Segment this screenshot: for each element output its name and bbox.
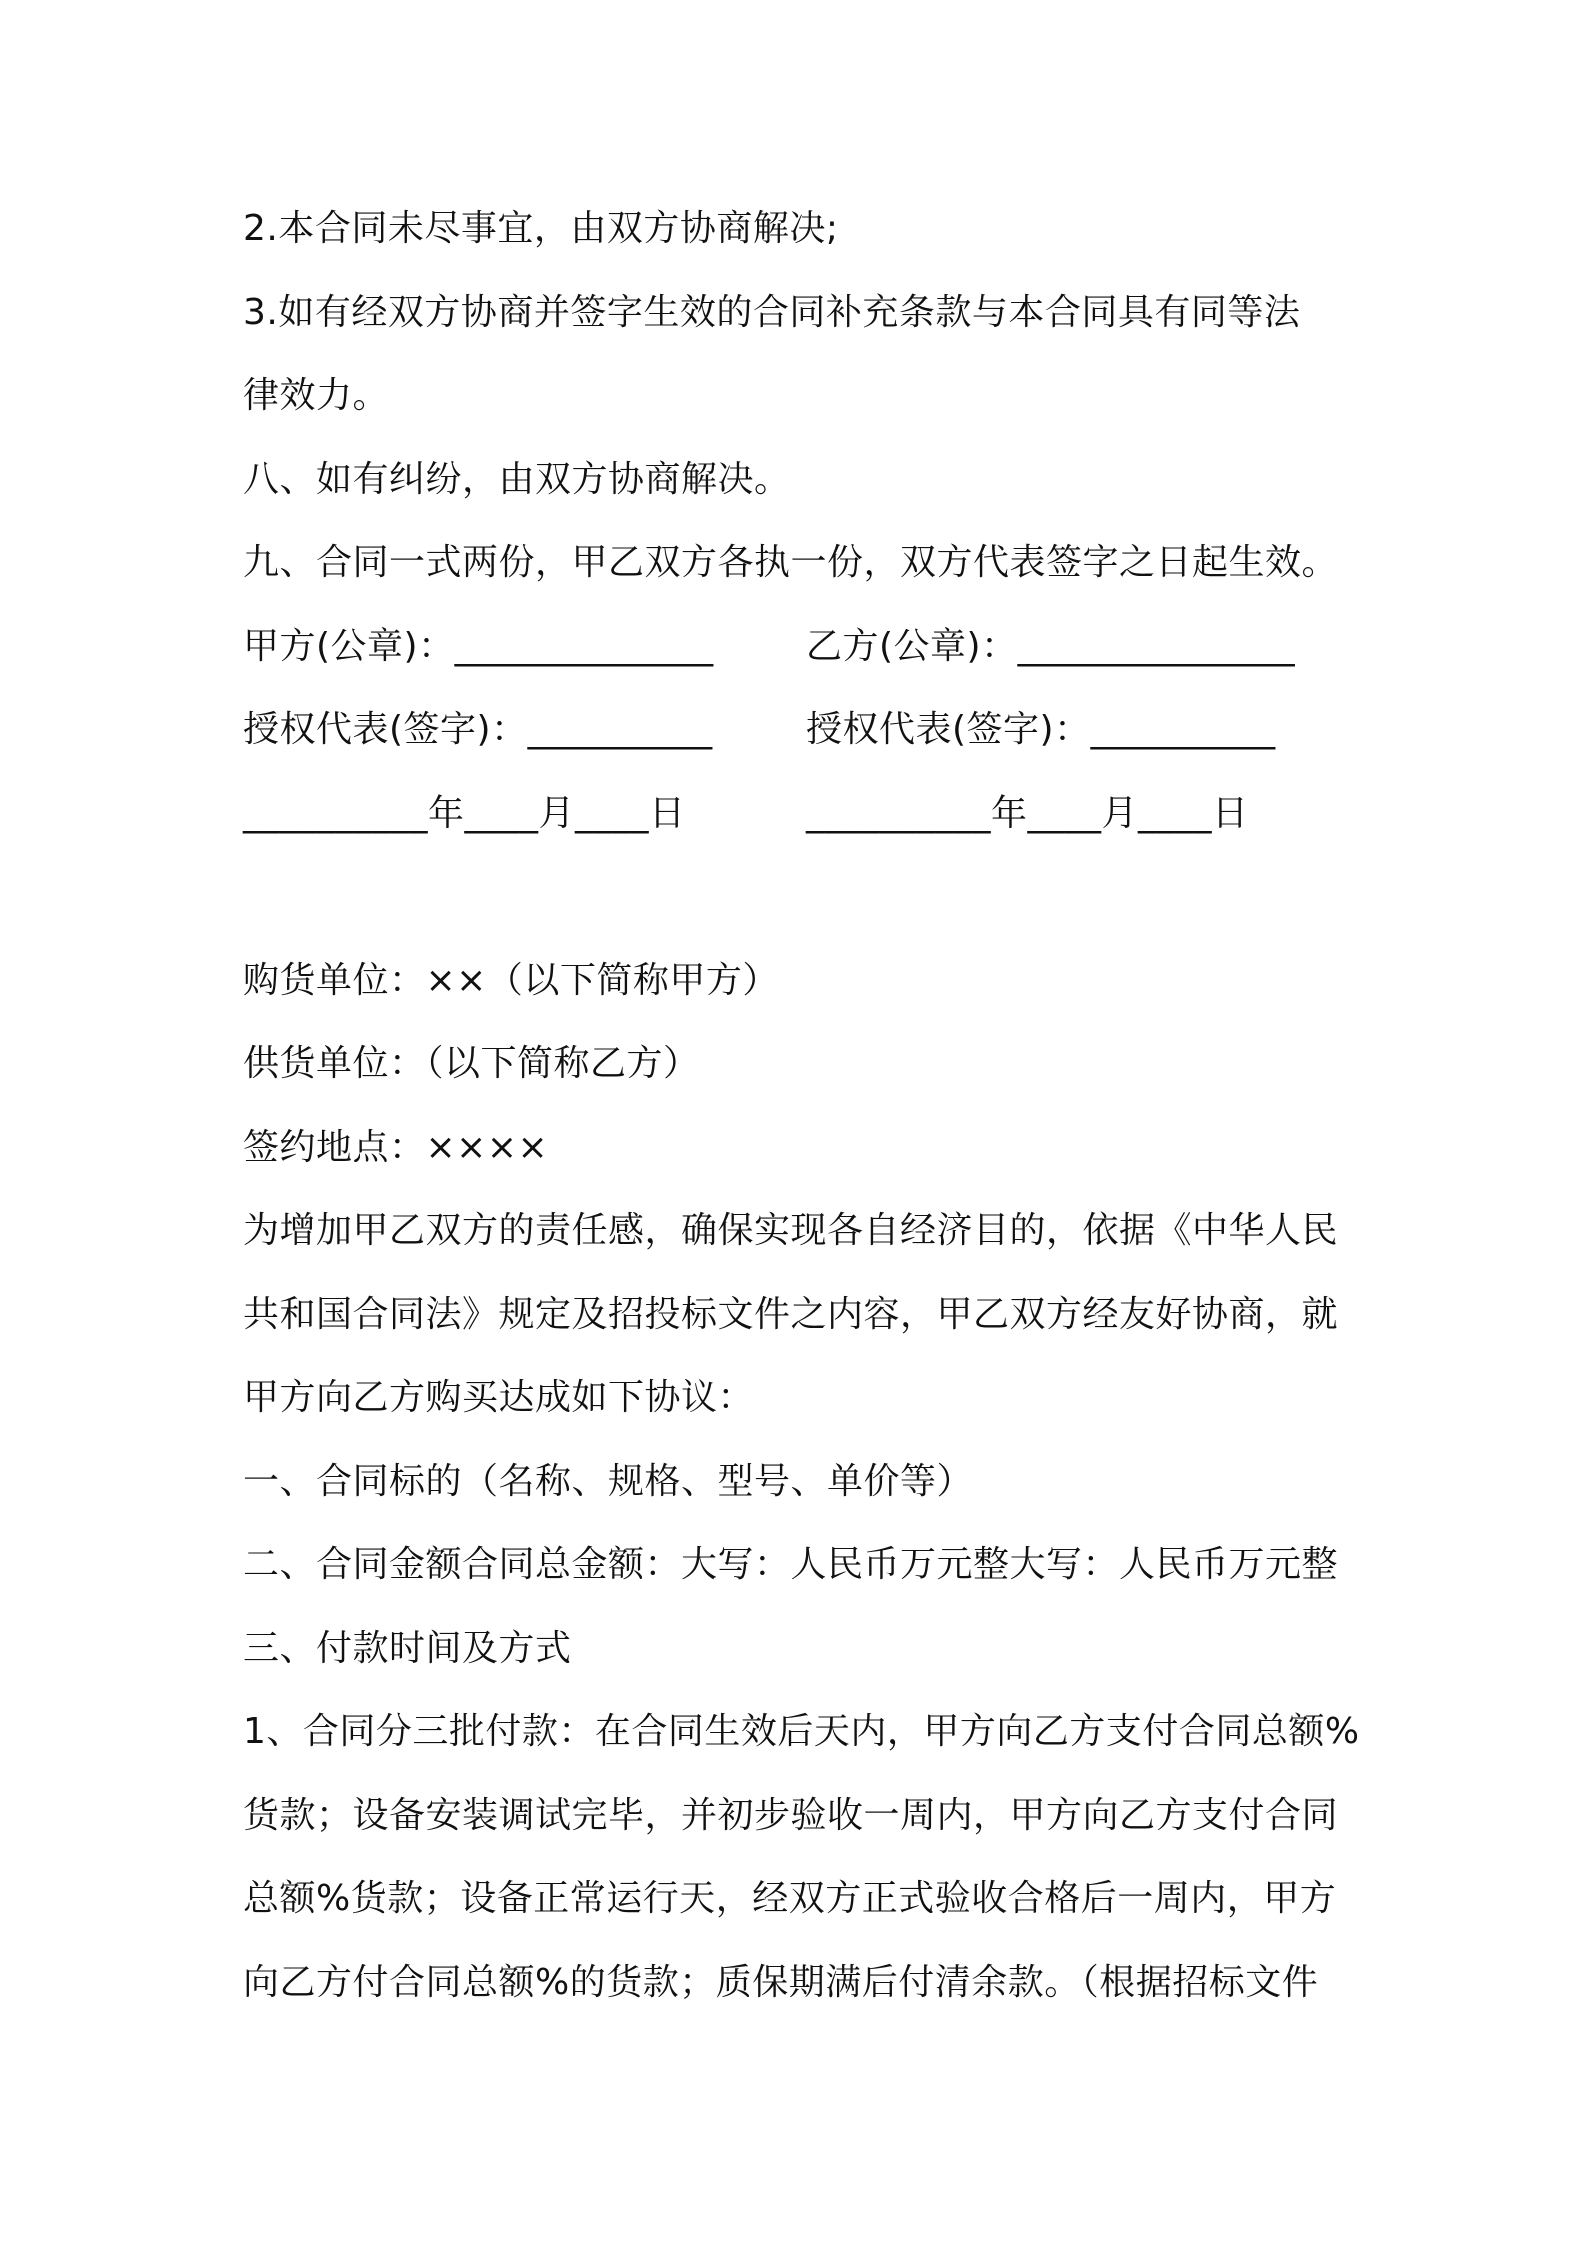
party-b-representative-field: 授权代表(签字)：__________ [806,709,1276,750]
preamble-line-3: 甲方向乙方购买达成如下协议： [243,1377,755,1418]
payment-clause-line-2: 货款；设备安装调试完毕，并初步验收一周内，甲方向乙方支付合同 [243,1795,1339,1836]
clause-unresolved-matters: 2.本合同未尽事宜，由双方协商解决; [243,208,839,249]
supplier-line: 供货单位：（以下简称乙方） [243,1043,700,1084]
payment-clause-line-1: 1、合同分三批付款：在合同生效后天内，甲方向乙方支付合同总额% [243,1711,1360,1752]
section-payment-heading: 三、付款时间及方式 [243,1628,572,1669]
party-a-representative-field: 授权代表(签字)：__________ [243,709,713,750]
preamble-line-2: 共和国合同法》规定及招投标文件之内容，甲乙双方经友好协商，就 [243,1294,1339,1335]
preamble-line-1: 为增加甲乙双方的责任感，确保实现各自经济目的，依据《中华人民 [243,1210,1339,1251]
signing-location-line: 签约地点：×××× [243,1127,549,1168]
payment-clause-line-3: 总额%货款；设备正常运行天，经双方正式验收合格后一周内，甲方 [243,1878,1337,1919]
clause-supplementary-terms-cont: 律效力。 [243,375,390,416]
party-b-seal-field: 乙方(公章)：_______________ [806,626,1296,667]
clause-supplementary-terms: 3.如有经双方协商并签字生效的合同补充条款与本合同具有同等法 [243,292,1301,333]
clause-disputes: 八、如有纠纷，由双方协商解决。 [243,459,791,500]
party-b-date-field: __________年____月____日 [806,793,1249,834]
payment-clause-line-4: 向乙方付合同总额%的货款；质保期满后付清余款。（根据招标文件 [243,1962,1319,2003]
section-subject-heading: 一、合同标的（名称、规格、型号、单价等） [243,1461,974,1502]
party-a-seal-field: 甲方(公章)：______________ [243,626,714,667]
section-amount-heading: 二、合同金额合同总金额：大写：人民币万元整大写：人民币万元整 [243,1544,1339,1585]
party-a-date-field: __________年____月____日 [243,793,686,834]
clause-copies: 九、合同一式两份，甲乙双方各执一份，双方代表签字之日起生效。 [243,542,1339,583]
buyer-line: 购货单位：××（以下简称甲方） [243,960,779,1001]
